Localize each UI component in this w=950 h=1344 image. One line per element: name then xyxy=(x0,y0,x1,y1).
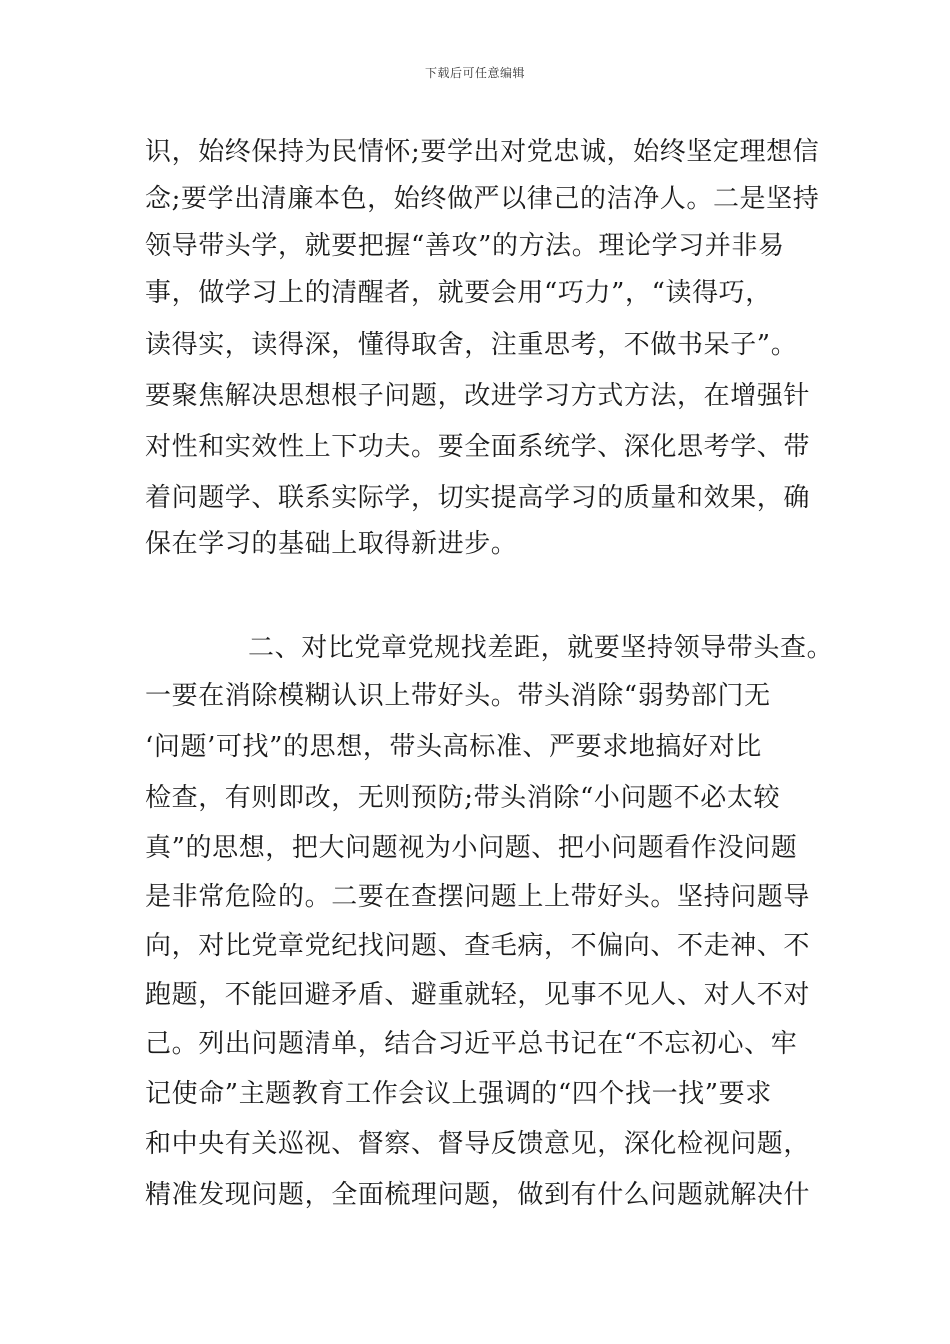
paragraph-1-line-8: 着问题学、联系实际学，切实提高学习的质量和效果，确 xyxy=(145,483,811,513)
paragraph-2-line-4: 检查，有则即改，无则预防;带头消除“小问题不必太较 xyxy=(145,783,781,813)
paragraph-1-line-4: 事，做学习上的清醒者，就要会用“巧力”，“读得巧， xyxy=(145,278,772,308)
paragraph-1-line-1: 识，始终保持为民情怀;要学出对党忠诚，始终坚定理想信 xyxy=(145,137,820,167)
paragraph-2-line-8: 跑题，不能回避矛盾、避重就轻，见事不见人、对人不对 xyxy=(145,980,811,1010)
paragraph-2-line-2: 一要在消除模糊认识上带好头。带头消除“弱势部门无 xyxy=(145,681,771,711)
paragraph-1-line-3: 领导带头学，就要把握“善攻”的方法。理论学习并非易 xyxy=(145,231,785,261)
page-header: 下载后可任意编辑 xyxy=(424,66,525,80)
paragraph-2-line-7: 向，对比党章党纪找问题、查毛病，不偏向、不走神、不 xyxy=(145,931,811,961)
paragraph-2-line-12: 精准发现问题，全面梳理问题，做到有什么问题就解决什 xyxy=(145,1180,811,1210)
paragraph-2-line-10: 记使命”主题教育工作会议上强调的“四个找一找”要求 xyxy=(145,1079,772,1109)
paragraph-2-line-6: 是非常危险的。二要在查摆问题上上带好头。坚持问题导 xyxy=(145,882,811,912)
paragraph-2-line-5: 真”的思想，把大问题视为小问题、把小问题看作没问题 xyxy=(145,833,798,863)
paragraph-2-line-1: 二、对比党章党规找差距，就要坚持领导带头查。 xyxy=(248,633,834,663)
paragraph-1-line-9: 保在学习的基础上取得新进步。 xyxy=(145,529,518,559)
paragraph-2-line-9: 己。列出问题清单，结合习近平总书记在“不忘初心、牢 xyxy=(145,1029,798,1059)
paragraph-1-line-7: 对性和实效性上下功夫。要全面系统学、深化思考学、带 xyxy=(145,432,811,462)
paragraph-2-line-11: 和中央有关巡视、督察、督导反馈意见，深化检视问题， xyxy=(145,1129,811,1159)
paragraph-2-line-3: ‘问题’可找”的思想，带头高标准、严要求地搞好对比 xyxy=(145,732,762,762)
paragraph-1-line-2: 念;要学出清廉本色，始终做严以律己的洁净人。二是坚持 xyxy=(145,184,820,214)
paragraph-1-line-6: 要聚焦解决思想根子问题，改进学习方式方法，在增强针 xyxy=(145,381,811,411)
paragraph-1-line-5: 读得实，读得深，懂得取舍，注重思考，不做书呆子”。 xyxy=(145,330,798,360)
